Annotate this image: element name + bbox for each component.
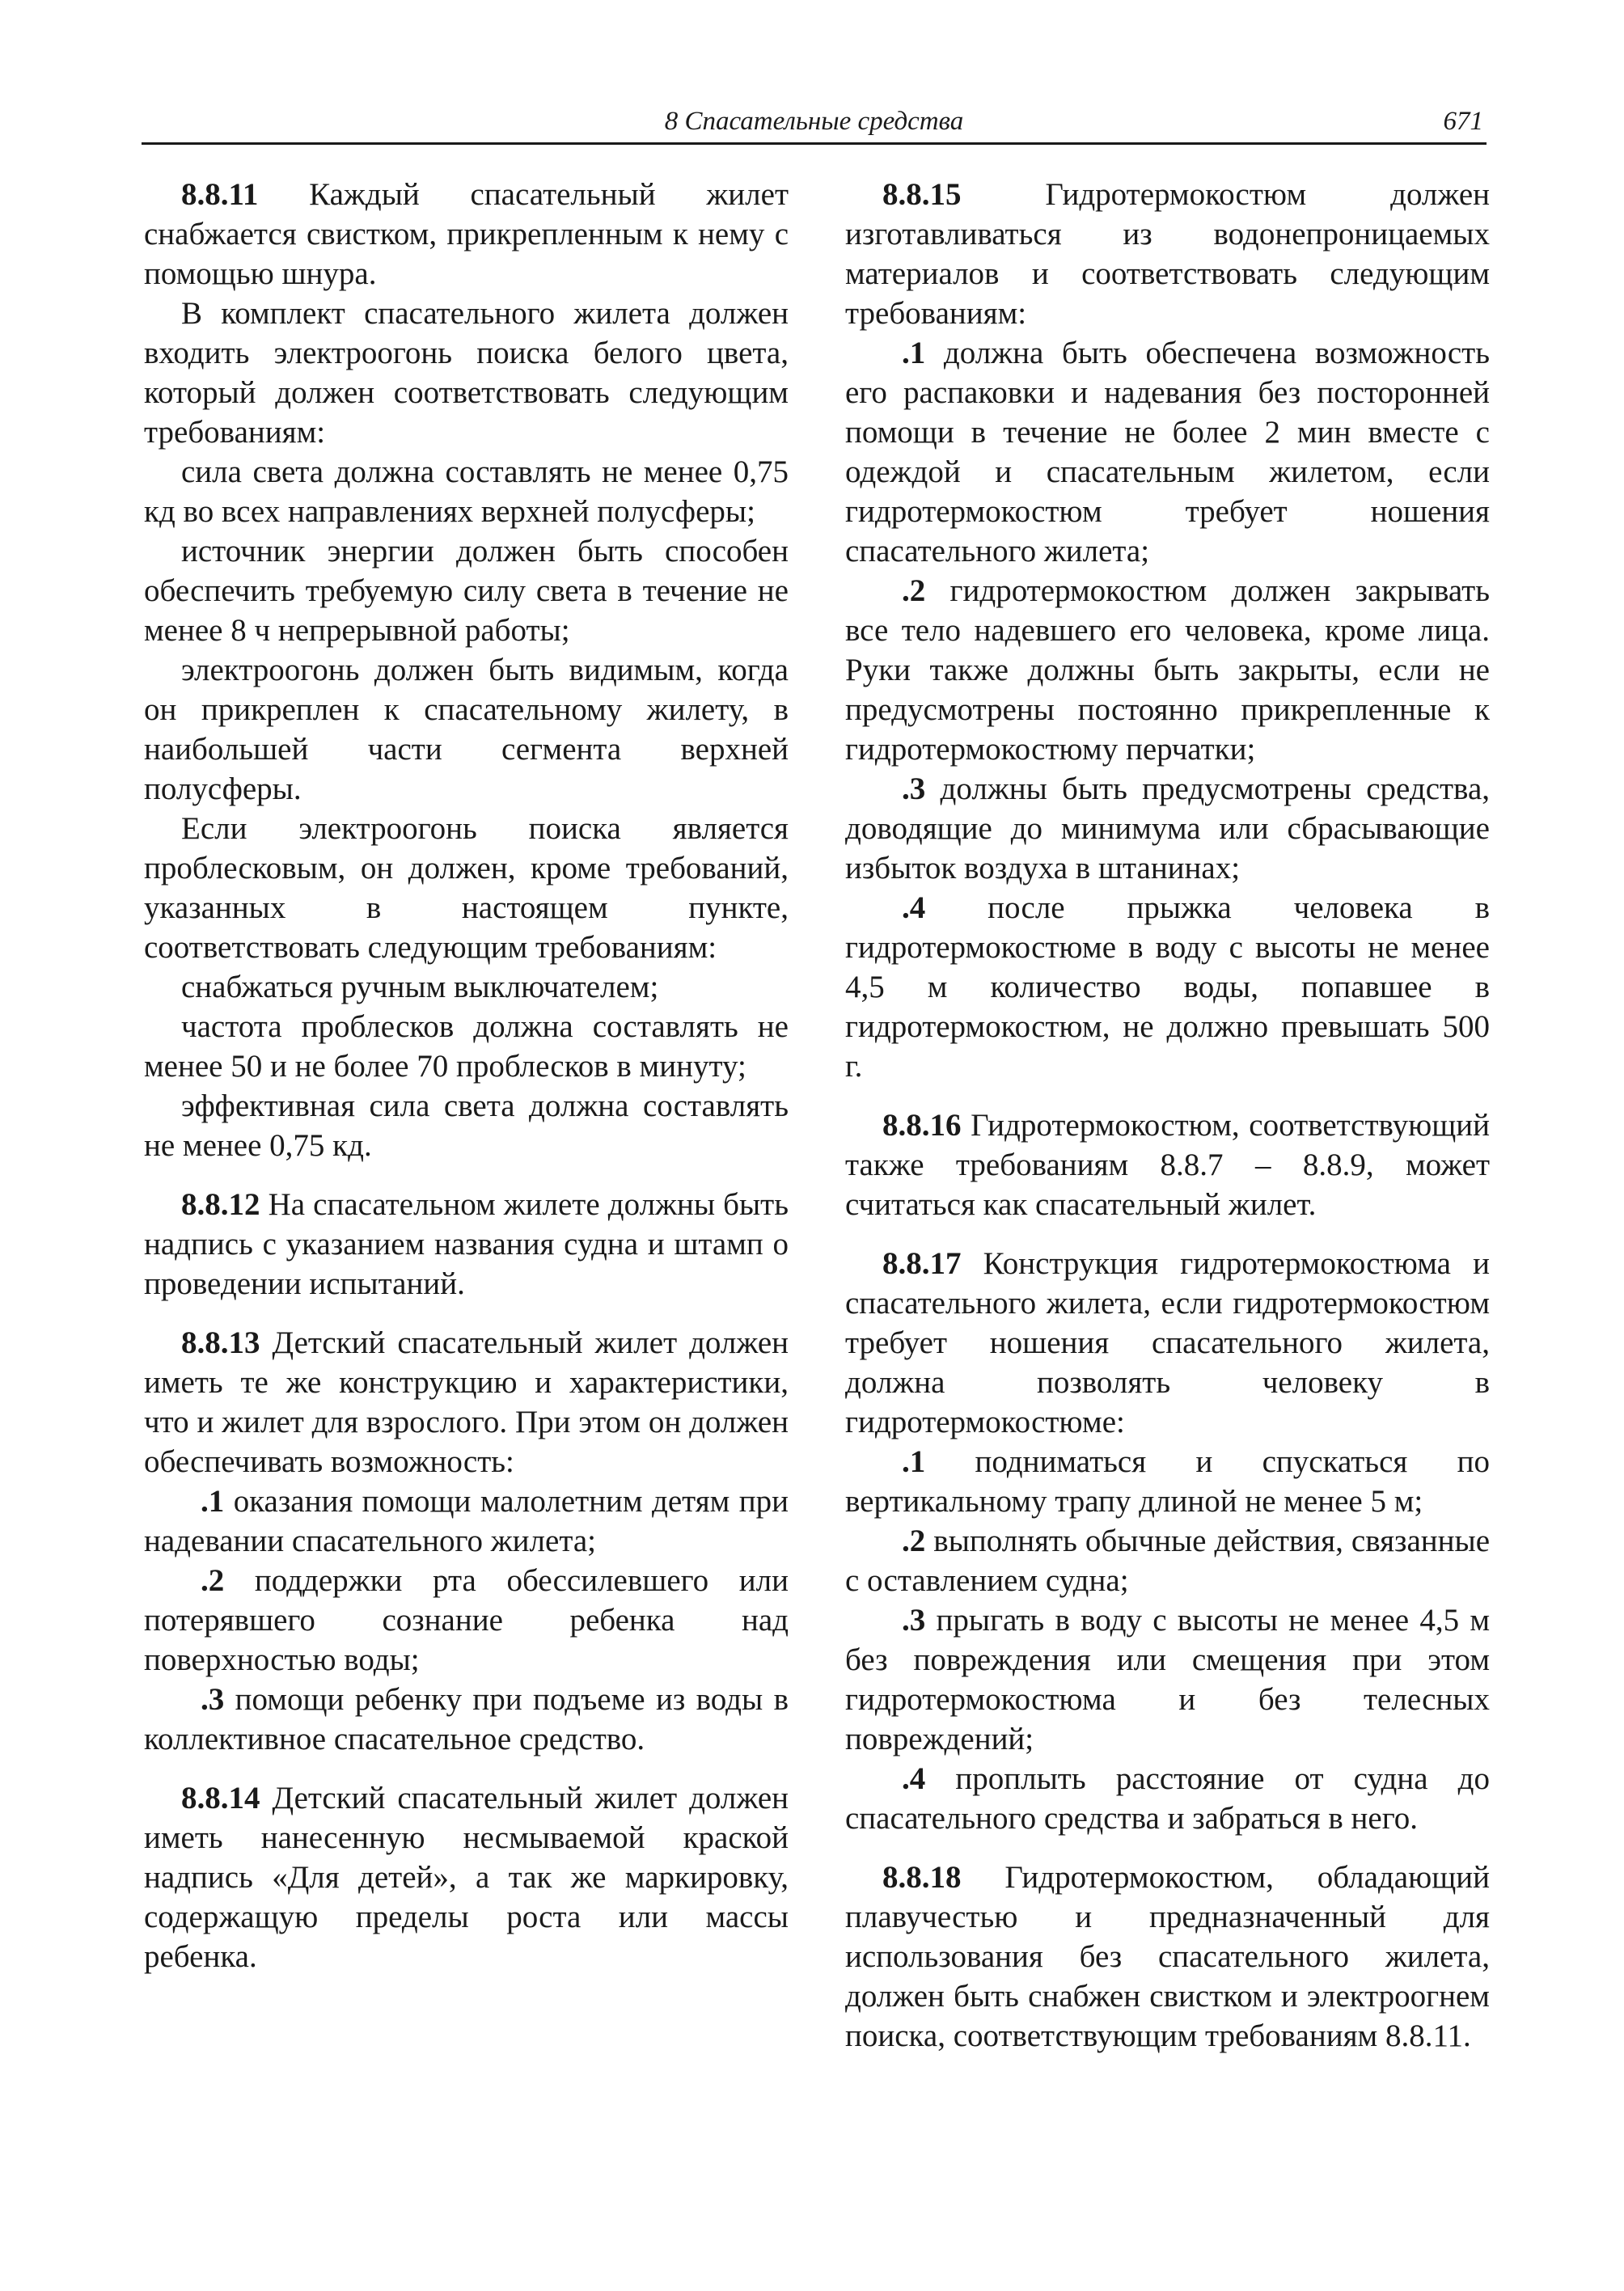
section-number: 8.8.17	[882, 1246, 962, 1281]
requirement-item: сила света должна составлять не менее 0,75 кд во всех направлениях верхней полусферы;	[144, 454, 789, 529]
section-8-8-14	[144, 1778, 789, 1976]
item-text: поддержки рта обессилевшего или потерявшего сознание ребенка над поверхностью воды;	[144, 1563, 789, 1677]
list-item	[144, 1680, 789, 1759]
left-column	[144, 175, 789, 1976]
item-number: .4	[902, 1761, 926, 1796]
section-8-8-11	[144, 175, 789, 294]
paragraph-text: Гидротермокостюм, обладающий плавучестью и предназначенный для использования без спасательного жилета, должен быть снабжен свистком и электроогнем поиска, соответствующим требованиям 8.8.11.	[845, 1860, 1490, 2053]
list-item	[845, 1442, 1490, 1521]
paragraph-text: Каждый спасательный жилет снабжается свистком, прикрепленным к нему с помощью шнура.	[144, 177, 789, 291]
item-text: гидротермокостюм должен закрывать все тело надевшего его человека, кроме лица. Руки также должны быть закрыты, если не предусмотрены постоянно прикрепленные к гидротермокостюму перчатки;	[845, 573, 1490, 767]
paragraph-text: Гидротермокостюм, соответствующий также требованиям 8.8.7 – 8.8.9, может считаться как спасательный жилет.	[845, 1108, 1490, 1222]
section-number: 8.8.14	[181, 1781, 260, 1815]
list-item	[845, 1600, 1490, 1759]
section-8-8-17	[845, 1244, 1490, 1442]
running-title: 8 Спасательные средства	[664, 107, 964, 136]
item-number: .2	[902, 573, 926, 608]
item-number: .1	[902, 336, 926, 370]
paragraph-text: На спасательном жилете должны быть надпись с указанием названия судна и штамп о проведении испытаний.	[144, 1187, 789, 1301]
item-number: .3	[902, 771, 926, 806]
list-item	[845, 888, 1490, 1086]
item-number: .1	[201, 1484, 225, 1519]
page-header	[142, 104, 1487, 145]
item-text: прыгать в воду с высоты не менее 4,5 м без повреждения или смещения при этом гидротермокостюма и без телесных повреждений;	[845, 1603, 1491, 1756]
item-text: проплыть расстояние от судна до спасательного средства и забраться в него.	[845, 1761, 1491, 1836]
requirement-item: частота проблесков должна составлять не менее 50 и не более 70 проблесков в минуту;	[144, 1009, 789, 1084]
section-number: 8.8.15	[882, 177, 962, 212]
paragraph-text: Гидротермокостюм должен изготавливаться из водонепроницаемых материалов и соответствовать следующим требованиям:	[845, 177, 1491, 331]
item-text: помощи ребенку при подъеме из воды в коллективное спасательное средство.	[144, 1682, 789, 1756]
requirement-item: эффективная сила света должна составлять не менее 0,75 кд.	[144, 1088, 789, 1163]
list-item	[845, 1759, 1490, 1838]
page-number: 671	[1443, 107, 1483, 136]
section-8-8-18	[845, 1858, 1490, 2056]
item-text: должна быть обеспечена возможность его распаковки и надевания без посторонней помощи в течение не более 2 мин вместе с одеждой и спасательным жилетом, если гидротермокостюм требует ношения спасательного жилета;	[845, 336, 1491, 569]
section-number: 8.8.16	[882, 1108, 962, 1143]
paragraph-text: Детский спасательный жилет должен иметь те же конструкцию и характеристики, что и жилет для взрослого. При этом он должен обеспечивать возможность:	[144, 1325, 789, 1479]
section-number: 8.8.11	[181, 177, 259, 212]
section-number: 8.8.13	[181, 1325, 260, 1360]
paragraph-text: Детский спасательный жилет должен иметь нанесенную несмываемой краской надпись «Для детей», а так же маркировку, содержащую пределы роста или массы ребенка.	[144, 1781, 789, 1974]
requirement-item: источник энергии должен быть способен обеспечить требуемую силу света в течение не менее 8 ч непрерывной работы;	[144, 534, 789, 648]
list-item	[845, 769, 1490, 888]
list-item	[144, 1561, 789, 1680]
section-8-8-13	[144, 1323, 789, 1482]
requirement-item: электроогонь должен быть видимым, когда он прикреплен к спасательному жилету, в наибольшей части сегмента верхней полусферы.	[144, 653, 789, 806]
item-text: оказания помощи малолетним детям при надевании спасательного жилета;	[144, 1484, 789, 1558]
section-8-8-12	[144, 1185, 789, 1304]
list-item	[144, 1482, 789, 1561]
section-number: 8.8.12	[181, 1187, 260, 1222]
right-column	[845, 175, 1490, 2056]
list-item	[845, 1521, 1490, 1600]
item-text: после прыжка человека в гидротермокостюме в воду с высоты не менее 4,5 м количество воды, попавшее в гидротермокостюм, не должно превышать 500 г.	[845, 890, 1491, 1084]
item-number: .2	[902, 1524, 926, 1558]
item-number: .1	[902, 1444, 926, 1479]
paragraph: В комплект спасательного жилета должен входить электроогонь поиска белого цвета, который должен соответствовать следующим требованиям:	[144, 296, 789, 450]
paragraph: Если электроогонь поиска является проблесковым, он должен, кроме требований, указанных в настоящем пункте, соответствовать следующим требованиям:	[144, 811, 789, 965]
item-number: .4	[902, 890, 926, 925]
section-8-8-16	[845, 1105, 1490, 1224]
item-number: .2	[201, 1563, 225, 1598]
item-number: .3	[902, 1603, 926, 1638]
item-text: должны быть предусмотрены средства, доводящие до минимума или сбрасывающие избыток воздуха в штанинах;	[845, 771, 1491, 886]
section-number: 8.8.18	[882, 1860, 962, 1895]
requirement-item: снабжаться ручным выключателем;	[181, 970, 659, 1004]
paragraph-text: Конструкция гидротермокостюма и спасательного жилета, если гидротермокостюм требует ношения спасательного жилета, должна позволять человеку в гидротермокостюме:	[845, 1246, 1490, 1439]
item-text: выполнять обычные действия, связанные с оставлением судна;	[845, 1524, 1491, 1598]
item-number: .3	[201, 1682, 225, 1717]
list-item	[845, 571, 1490, 769]
section-8-8-15	[845, 175, 1490, 333]
item-text: подниматься и спускаться по вертикальному трапу длиной не менее 5 м;	[845, 1444, 1490, 1519]
list-item	[845, 333, 1490, 571]
